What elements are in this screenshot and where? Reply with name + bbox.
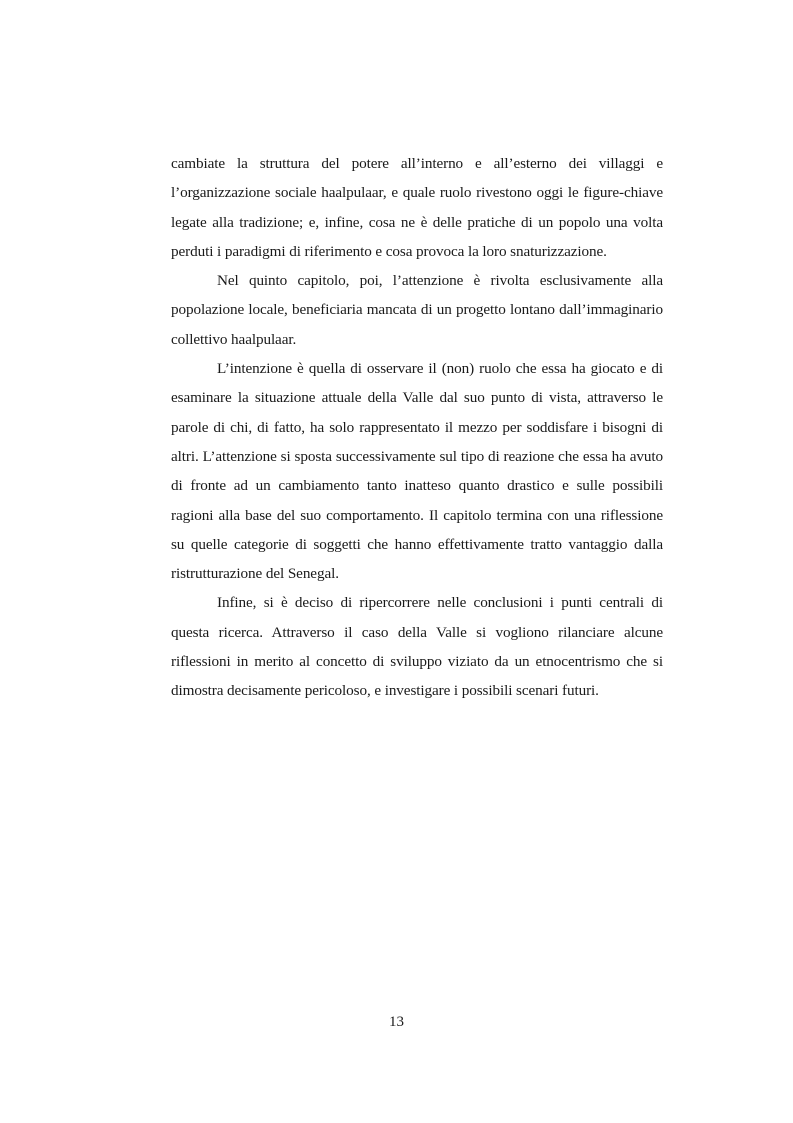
paragraph-3: L’intenzione è quella di osservare il (non) ruolo che essa ha giocato e di esaminare la situazione attuale della Valle dal suo punto di vista, attraverso le parole di chi, di fatto, ha solo rappresentato il mezzo per soddisfare i bisogni di altri. L’attenzione si sposta successivamente sul tipo di reazione che essa ha avuto di fronte ad un cambiamento tanto inatteso quanto drastico e sulle possibili ragioni alla base del suo comportamento. Il capitolo termina con una riflessione su quelle categorie di soggetti che hanno effettivamente tratto vantaggio dalla ristrutturazione del Senegal. (171, 360, 663, 583)
page-body (171, 149, 663, 706)
paragraph-1: cambiate la struttura del potere all’interno e all’esterno dei villaggi e l’organizzazione sociale haalpulaar, e quale ruolo rivestono oggi le figure-chiave legate alla tradizione; e, infine, cosa ne è delle pratiche di un popolo una volta perduti i paradigmi di riferimento e cosa provoca la loro snaturizzazione. (171, 155, 663, 260)
page-number: 13 (389, 1014, 404, 1030)
paragraph-2: Nel quinto capitolo, poi, l’attenzione è rivolta esclusivamente alla popolazione locale, beneficiaria mancata di un progetto lontano dall’immaginario collettivo haalpulaar. (171, 272, 663, 348)
paragraph-4: Infine, si è deciso di ripercorrere nelle conclusioni i punti centrali di questa ricerca. Attraverso il caso della Valle si vogliono rilanciare alcune riflessioni in merito al concetto di sviluppo viziato da un etnocentrismo che si dimostra decisamente pericoloso, e investigare i possibili scenari futuri. (171, 594, 663, 700)
